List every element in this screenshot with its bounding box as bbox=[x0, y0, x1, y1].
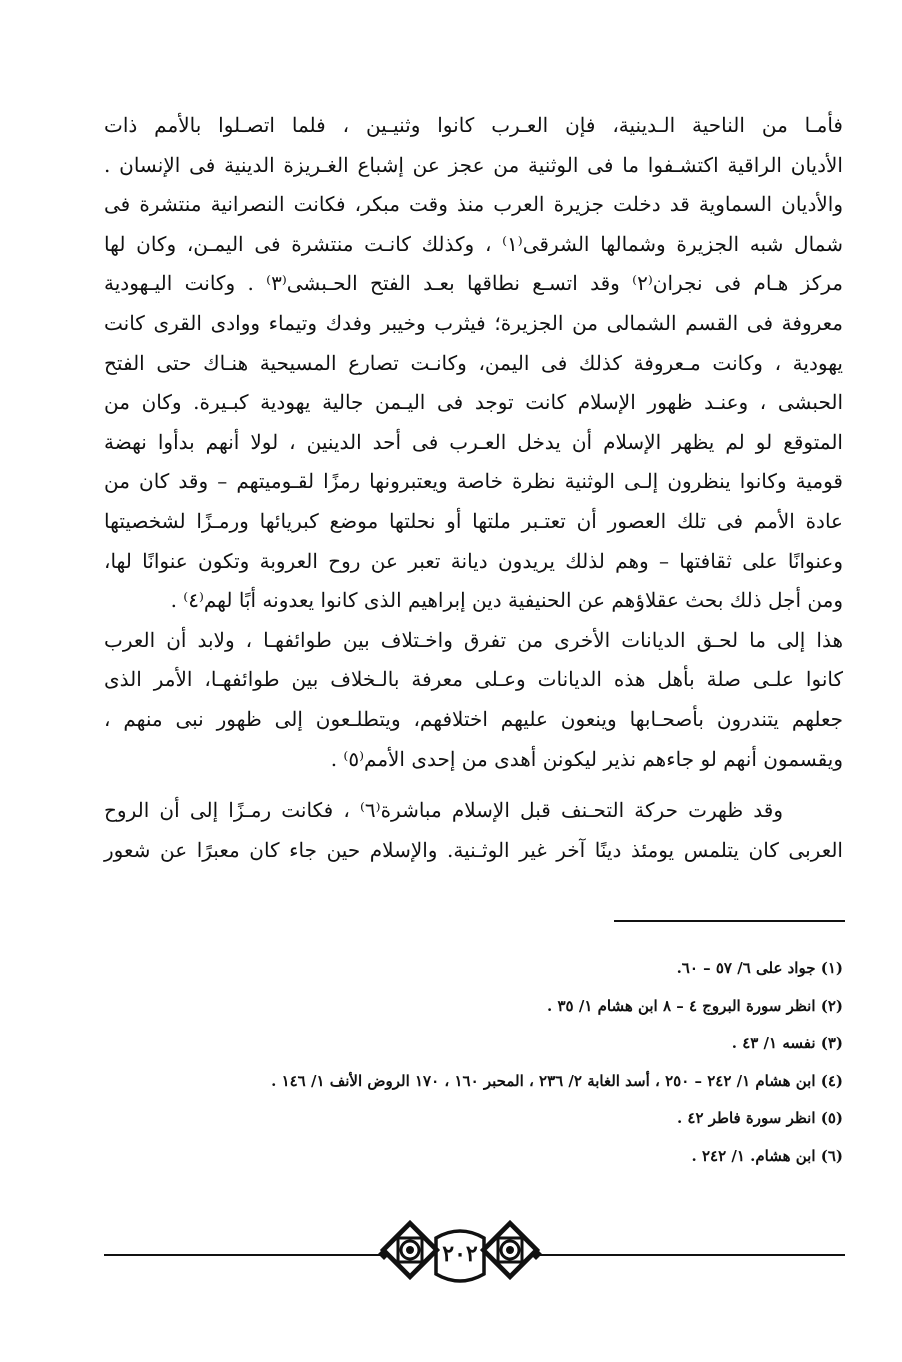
footer-rule-left bbox=[104, 1254, 382, 1256]
text-line: ومن أجل ذلك بحث عقلاؤهم عن الحنيفية دين إبراهيم الذى كانوا يعدونه أبًا لهم⁽٤⁾ . bbox=[170, 588, 843, 613]
text-line: يهودية ، وكانت مـعروفة كذلك فى اليمن، وكانـت تصارع المسيحية هنـاك حتى الفتح bbox=[104, 350, 843, 375]
text-line: قومية وكانوا ينظرون إلـى الوثنية نظرة خاصة ويعتبرونها رمزًا لقـوميتهم – وقد كان من bbox=[104, 469, 843, 494]
text-line: وقد ظهرت حركة التحـنف قبل الإسلام مباشرة⁽٦⁾ ، فكانت رمـزًا إلى أن الروح bbox=[104, 798, 783, 823]
footnote: (٦) ابن هشام. ١/ ٢٤٢ . bbox=[691, 1146, 843, 1165]
footnote: (٣) نفسه ١/ ٤٣ . bbox=[731, 1034, 843, 1052]
footnote: (٢) انظر سورة البروج ٤ – ٨ ابن هشام ١/ ٣٥ . bbox=[547, 996, 843, 1015]
text-line: ويقسمون أنهم لو جاءهم نذير ليكونن أهدى من إحدى الأمم⁽٥⁾ . bbox=[330, 746, 843, 771]
footer-rule-right bbox=[538, 1254, 845, 1256]
text-line: العربى كان يتلمس يومئذ دينًا آخر غير الوثـنية. والإسلام حين جاء كان معبرًا عن شعور bbox=[104, 837, 843, 862]
main-text bbox=[104, 106, 843, 870]
text-line: هذا إلى ما لحـق الديانات الأخرى من تفرق واخـتلاف بين طوائفهـا ، ولابد أن العرب bbox=[104, 627, 843, 652]
text-line: عادة الأمم فى تلك العصور أن تعتـبر ملتها أو نحلتها موضع كبريائها ورمـزًا لشخصيتها bbox=[104, 508, 843, 533]
footnote: (١) جواد على ٦/ ٥٧ – ٦٠. bbox=[676, 959, 843, 977]
footnote-separator bbox=[614, 920, 845, 922]
text-line: شمال شبه الجزيرة وشمالها الشرقى⁽١⁾ ، وكذلك كانـت منتشرة فى اليمـن، وكان لها bbox=[104, 231, 844, 256]
text-line: جعلهم يتندرون بأصحـابها وينعون عليهم اختلافهم، ويتطلـعون إلى ظهور نبى منهم ، bbox=[104, 706, 843, 731]
text-line: مركز هـام فى نجران⁽٢⁾ وقد اتسـع نطاقها بعـد الفتح الحـبشى⁽٣⁾ . وكانت اليـهودية bbox=[104, 271, 843, 296]
text-line: وعنوانًا على ثقافتها – وهم لذلك يريدون ديانة تعبر عن روح العروبة وتكون عنوانًا لها، bbox=[104, 548, 843, 573]
footnotes bbox=[104, 950, 843, 1175]
text-line: المتوقع لو لم يظهر الإسلام أن يدخل العـرب فى أحد الدينين ، لولا أنهم بدأوا نهضة bbox=[104, 429, 843, 454]
text-line: فأمـا من الناحية الـدينية، فإن العـرب كانوا وثنيـين ، فلما اتصـلوا بالأمم ذات bbox=[104, 113, 843, 137]
footnote: (٤) ابن هشام ١/ ٢٤٢ – ٢٥٠ ، أسد الغابة ٢/ ٢٣٦ ، المحبر ١٦٠ ، ١٧٠ الروض الأنف ١/ ١٤٦ . bbox=[271, 1071, 843, 1090]
footnote: (٥) انظر سورة فاطر ٤٢ . bbox=[676, 1109, 843, 1127]
text-line: الأديان الراقية اكتشـفوا ما فى الوثنية من عجز عن إشباع الغـريزة الدينية فى الإنسان . bbox=[104, 152, 843, 177]
text-line: كانوا علـى صلة بأهل هذه الديانات وعـلى معرفة بالـخلاف بين طوائفهـا، الأمر الذى bbox=[104, 667, 843, 692]
text-line: معروفة فى القسم الشمالى من الجزيرة؛ فيثرب وخيبر وفدك وتيماء ووادى القرى كانت bbox=[104, 310, 843, 335]
text-line: والأديان السماوية قد دخلت جزيرة العرب منذ وقت مبكر، فكانت النصرانية منتشرة فى bbox=[104, 192, 843, 217]
page-number: ٢٠٢ bbox=[442, 1241, 478, 1267]
text-line: الحبشى ، وعنـد ظهور الإسلام كانت توجد فى اليـمن جالية يهودية كبـيرة. وكان من bbox=[104, 390, 843, 415]
